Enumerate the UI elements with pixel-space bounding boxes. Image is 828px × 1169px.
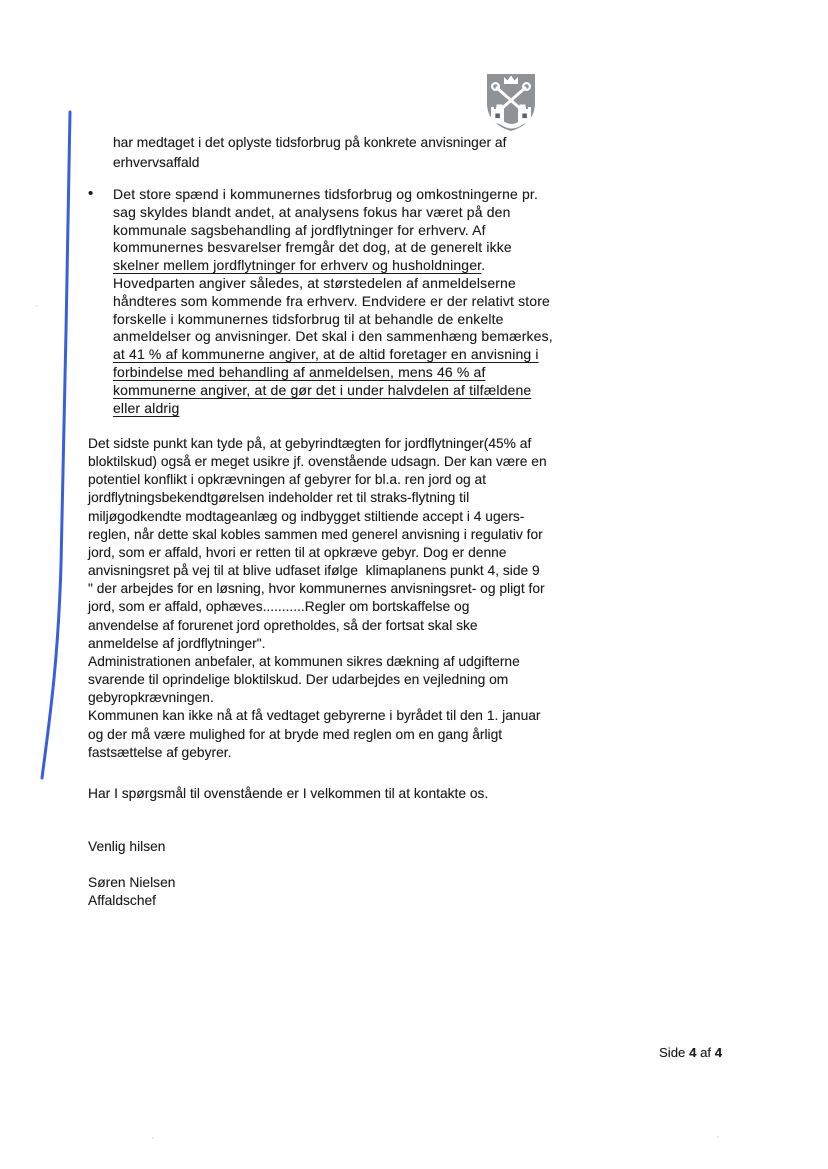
bullet-text <box>113 186 553 417</box>
text-line: anmeldelser og anvisninger. Det skal i den sammenhæng bemærkes, <box>113 328 553 345</box>
text-line: bloktilskud) også er meget usikre jf. ovenstående udsagn. Der kan være en <box>88 454 547 470</box>
pen-margin-mark <box>35 105 85 795</box>
bullet-underlined-line <box>113 257 553 275</box>
underline-suffix: . <box>481 257 486 274</box>
text-line: kommunernes besvarelser fremgår det dog, at de generelt ikke <box>113 239 512 256</box>
text-line: Det store spænd i kommunernes tidsforbrug og omkostningerne pr. <box>113 186 538 202</box>
text-line: Kommunen kan ikke nå at få vedtaget gebyrerne i byrådet til den 1. januar <box>88 708 541 724</box>
text-line: kommunale sagsbehandling af jordflytninger for erhverv. Af <box>113 221 486 238</box>
text-line: håndteres som kommende fra erhverv. Endvidere er der relativt store <box>113 292 550 309</box>
text-line: potentiel konflikt i opkrævningen af gebyrer for bl.a. ren jord og at <box>88 472 487 488</box>
text-line: miljøgodkendte modtageanlæg og indbygget stiltiende accept i 4 ugers- <box>88 508 525 524</box>
text-line: Administrationen anbefaler, at kommunen sikres dækning af udgifterne <box>88 653 520 669</box>
scan-speck <box>152 1137 154 1139</box>
text-line: forskelle i kommunernes tidsforbrug til at behandle de enkelte <box>113 310 504 327</box>
pen-stroke <box>42 112 70 778</box>
text-line: svarende til oprindelige bloktilskud. Der udarbejdes en vejledning om <box>88 672 509 688</box>
text-line: anvendelse af forurenet jord opretholdes, så der fortsat skal ske <box>88 617 478 633</box>
page-number-total: 4 <box>714 1045 723 1060</box>
text-line: jord, som er affald, ophæves...........Regler om bortskaffelse og <box>88 599 470 615</box>
text-line: og der må være mulighed for at bryde med reglen om en gang årligt <box>88 726 503 742</box>
underlined-text: skelner mellem jordflytninger for erhverv og husholdninger <box>113 257 482 274</box>
bullet-underlined-block <box>113 346 553 417</box>
municipal-coat-of-arms-logo <box>482 71 540 133</box>
text-line: fastsættelse af gebyrer. <box>88 744 232 760</box>
signature-title: Affaldschef <box>88 892 157 908</box>
text-line: sag skyldes blandt andet, at analysens fokus har været på den <box>113 203 511 220</box>
signature-name: Søren Nielsen <box>88 875 176 890</box>
scan-speck <box>717 1136 719 1138</box>
page-number-of: af <box>700 1045 712 1060</box>
text-line: har medtaget i det oplyste tidsforbrug på konkrete anvisninger af <box>113 135 507 150</box>
text-line: forbindelse med behandling af anmeldelsen, mens 46 % af <box>113 363 486 380</box>
text-line: kommunerne angiver, at de gør det i under halvdelen af tilfældene <box>113 381 532 398</box>
page-number-label: Side <box>659 1045 686 1060</box>
page-number <box>659 1045 722 1060</box>
page-number-current: 4 <box>689 1045 697 1060</box>
contact-line: Har I spørgsmål til ovenstående er I velkommen til at kontakte os. <box>88 786 489 801</box>
paragraph-intro <box>113 133 506 173</box>
text-line: " der arbejdes for en løsning, hvor kommunernes anvisningsret- og pligt for <box>88 581 545 597</box>
signature-block <box>88 874 175 909</box>
text-line: jordflytningsbekendtgørelsen indeholder ret til straks-flytning til <box>88 490 470 506</box>
text-line: anmeldelse af jordflytninger". <box>88 635 266 651</box>
text-line: jord, som er affald, hvori er retten til at opkræve gebyr. Dog er denne <box>88 544 507 560</box>
paragraph-body <box>88 435 547 762</box>
scan-speck <box>36 305 38 307</box>
bullet-marker: • <box>88 185 94 202</box>
text-line: Det sidste punkt kan tyde på, at gebyrindtægten for jordflytninger(45% af <box>88 436 532 451</box>
bullet-item <box>88 186 553 417</box>
text-line: Hovedparten angiver således, at størstedelen af anmeldelserne <box>113 274 516 291</box>
closing-line: Venlig hilsen <box>88 839 166 854</box>
text-line: eller aldrig <box>113 399 180 416</box>
bullet-lines-a <box>113 186 553 257</box>
text-line: gebyropkrævningen. <box>88 690 214 706</box>
text-line: anvisningsret på vej til at blive udfaset ifølge klimaplanens punkt 4, side 9 <box>88 563 540 579</box>
text-line: erhvervsaffald <box>113 154 200 170</box>
text-line: at 41 % af kommunerne angiver, at de altid foretager en anvisning i <box>113 346 539 363</box>
bullet-lines-b <box>113 275 553 346</box>
text-line: reglen, når dette skal kobles sammen med generel anvisning i regulativ for <box>88 526 543 542</box>
